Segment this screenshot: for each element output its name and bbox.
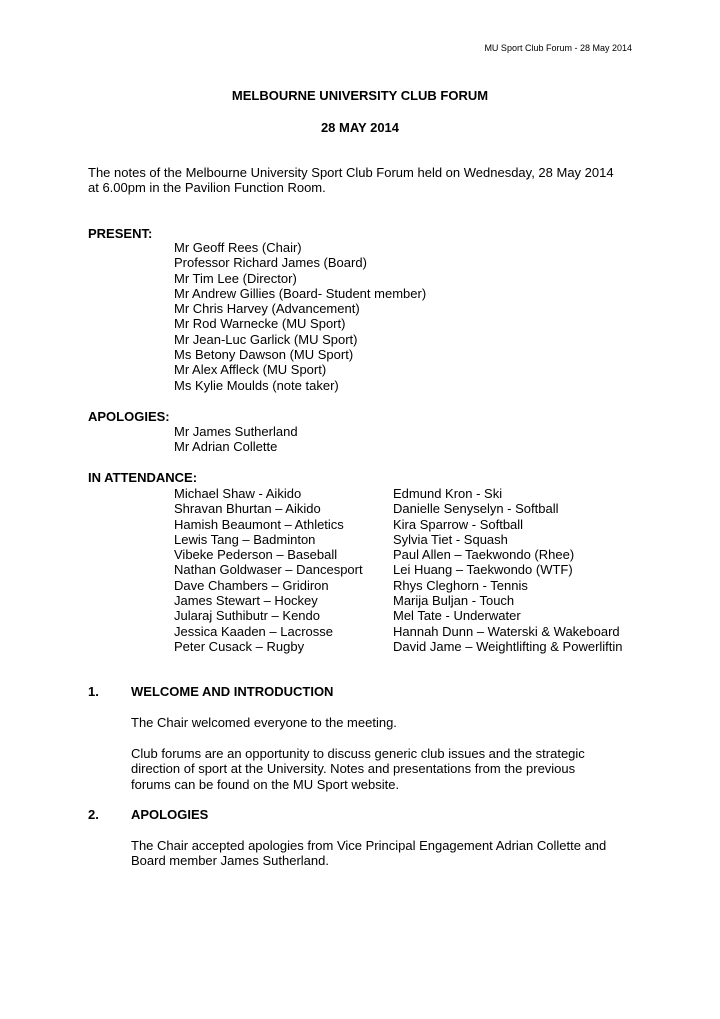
intro-line: at 6.00pm in the Pavilion Function Room. (88, 180, 326, 196)
list-item: Mr James Sutherland (174, 424, 298, 439)
list-item: Professor Richard James (Board) (174, 255, 367, 271)
paragraph-line: direction of sport at the University. Notes and presentations from the previous (131, 761, 576, 777)
list-item: Shravan Bhurtan – Aikido (174, 501, 321, 517)
apologies-heading: APOLOGIES: (88, 409, 170, 424)
document-date: 28 MAY 2014 (320, 120, 400, 135)
list-item: Edmund Kron - Ski (393, 486, 503, 501)
paragraph-line: Club forums are an opportunity to discuss generic club issues and the strategic (131, 746, 585, 761)
section-title: APOLOGIES (131, 807, 209, 822)
section-paragraph (131, 838, 651, 869)
list-item: Danielle Senyselyn - Softball (393, 501, 559, 517)
list-item: Rhys Cleghorn - Tennis (393, 577, 528, 593)
list-item: Nathan Goldwaser – Dancesport (174, 562, 363, 578)
list-item: Lei Huang – Taekwondo (WTF) (393, 562, 573, 578)
list-item: David Jame – Weightlifting & Powerliftin (393, 638, 623, 654)
paragraph-line: Board member James Sutherland. (131, 853, 329, 869)
list-item: Lewis Tang – Badminton (174, 531, 316, 547)
list-item: Mr Adrian Collette (174, 439, 278, 455)
running-header: MU Sport Club Forum - 28 May 2014 (484, 43, 632, 53)
list-item: Hamish Beaumont – Athletics (174, 516, 344, 532)
present-heading: PRESENT: (88, 226, 153, 241)
section-paragraph (131, 746, 651, 792)
present-list (174, 240, 426, 393)
list-item: Mr Jean-Luc Garlick (MU Sport) (174, 331, 358, 347)
section-paragraph: The Chair welcomed everyone to the meeting. (131, 715, 397, 730)
intro-paragraph (88, 165, 648, 196)
attendance-heading: IN ATTENDANCE: (88, 470, 198, 485)
attendance-list-col2 (393, 486, 623, 654)
list-item: Sylvia Tiet - Squash (393, 531, 508, 547)
section-number: 2. (88, 807, 99, 822)
document-title: MELBOURNE UNIVERSITY CLUB FORUM (231, 88, 489, 103)
section-title: WELCOME AND INTRODUCTION (131, 684, 334, 699)
list-item: Ms Kylie Moulds (note taker) (174, 377, 339, 393)
list-item: James Stewart – Hockey (174, 593, 318, 609)
apologies-list (174, 424, 298, 455)
list-item: Mr Andrew Gillies (Board- Student member) (174, 285, 427, 301)
section-number: 1. (88, 684, 99, 699)
list-item: Paul Allen – Taekwondo (Rhee) (393, 547, 575, 563)
list-item: Ms Betony Dawson (MU Sport) (174, 347, 354, 363)
attendance-list-col1 (174, 486, 363, 654)
list-item: Mr Tim Lee (Director) (174, 270, 297, 286)
list-item: Jessica Kaaden – Lacrosse (174, 623, 333, 639)
list-item: Marija Buljan - Touch (393, 593, 515, 609)
list-item: Mel Tate - Underwater (393, 608, 521, 624)
paragraph-line: forums can be found on the MU Sport website. (131, 776, 400, 792)
list-item: Mr Alex Affleck (MU Sport) (174, 362, 327, 378)
list-item: Peter Cusack – Rugby (174, 638, 305, 654)
list-item: Vibeke Pederson – Baseball (174, 547, 338, 563)
list-item: Dave Chambers – Gridiron (174, 577, 329, 593)
list-item: Mr Chris Harvey (Advancement) (174, 301, 360, 317)
intro-line: The notes of the Melbourne University Sport Club Forum held on Wednesday, 28 May 2014 (88, 165, 614, 180)
list-item: Kira Sparrow - Softball (393, 516, 524, 532)
list-item: Jularaj Suthibutr – Kendo (174, 608, 320, 624)
paragraph-line: The Chair accepted apologies from Vice Principal Engagement Adrian Collette and (131, 838, 607, 853)
list-item: Hannah Dunn – Waterski & Wakeboard (393, 623, 620, 639)
list-item: Mr Rod Warnecke (MU Sport) (174, 316, 346, 332)
list-item: Michael Shaw - Aikido (174, 486, 302, 501)
list-item: Mr Geoff Rees (Chair) (174, 240, 302, 255)
